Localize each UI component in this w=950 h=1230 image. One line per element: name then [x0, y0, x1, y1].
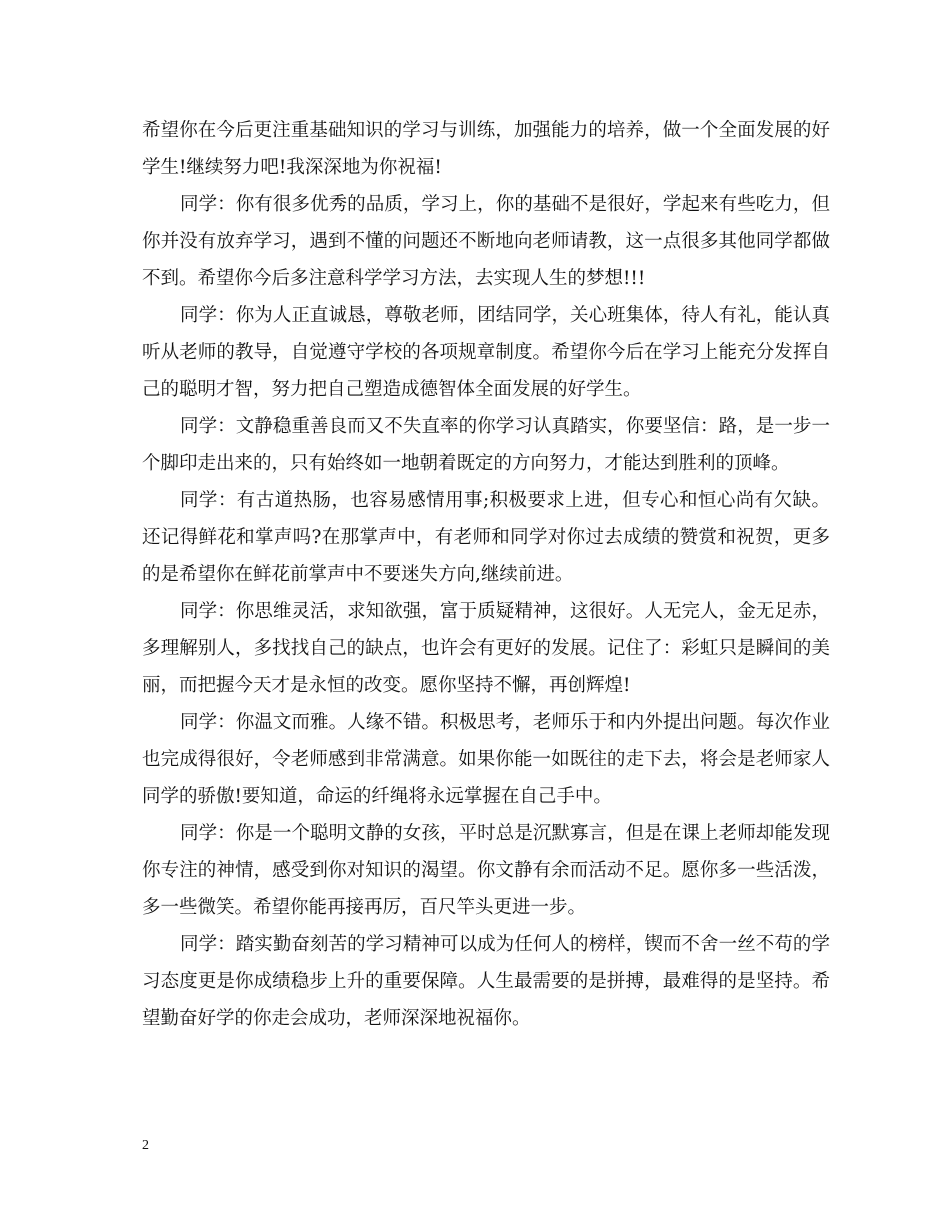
- paragraph-comment-5: 同学：你思维灵活，求知欲强，富于质疑精神，这很好。人无完人，金无足赤，多理解别人，多找找自己的缺点，也许会有更好的发展。记住了：彩虹只是瞬间的美丽，而把握今天才是永恒的改变。愿你坚持不懈，再创辉煌!: [142, 601, 830, 696]
- paragraph-comment-7: 同学：你是一个聪明文静的女孩，平时总是沉默寡言，但是在课上老师却能发现你专注的神情，感受到你对知识的渴望。你文静有余而活动不足。愿你多一些活泼，多一些微笑。希望你能再接再厉，百尺竿头更进一步。: [142, 823, 830, 918]
- paragraph-comment-2: 同学：你为人正直诚恳，尊敬老师，团结同学，关心班集体，待人有礼，能认真听从老师的教导，自觉遵守学校的各项规章制度。希望你今后在学习上能充分发挥自己的聪明才智，努力把自己塑造成德智体全面发展的好学生。: [142, 305, 830, 400]
- paragraph-comment-6: 同学：你温文而雅。人缘不错。积极思考，老师乐于和内外提出问题。每次作业也完成得很好，令老师感到非常满意。如果你能一如既往的走下去，将会是老师家人同学的骄傲!要知道，命运的纤绳将永远掌握在自己手中。: [142, 712, 830, 807]
- paragraph-comment-1: 同学：你有很多优秀的品质，学习上，你的基础不是很好，学起来有些吃力，但你并没有放弃学习，遇到不懂的问题还不断地向老师请教，这一点很多其他同学都做不到。希望你今后多注意科学学习方法，去实现人生的梦想!!!: [142, 194, 830, 289]
- paragraph-comment-3: 同学：文静稳重善良而又不失直率的你学习认真踏实，你要坚信：路，是一步一个脚印走出来的，只有始终如一地朝着既定的方向努力，才能达到胜利的顶峰。: [142, 416, 830, 474]
- page-number: 2: [142, 1138, 149, 1153]
- document-body: [142, 112, 830, 1037]
- paragraph-comment-8: 同学：踏实勤奋刻苦的学习精神可以成为任何人的榜样，锲而不舍一丝不苟的学习态度更是你成绩稳步上升的重要保障。人生最需要的是拼搏，最难得的是坚持。希望勤奋好学的你走会成功，老师深深地祝福你。: [142, 934, 830, 1029]
- paragraph-continuation: 希望你在今后更注重基础知识的学习与训练，加强能力的培养，做一个全面发展的好学生!继续努力吧!我深深地为你祝福!: [142, 120, 830, 178]
- paragraph-comment-4: 同学：有古道热肠，也容易感情用事;积极要求上进，但专心和恒心尚有欠缺。还记得鲜花和掌声吗?在那掌声中，有老师和同学对你过去成绩的赞赏和祝贺，更多的是希望你在鲜花前掌声中不要迷失方向,继续前进。: [142, 490, 830, 585]
